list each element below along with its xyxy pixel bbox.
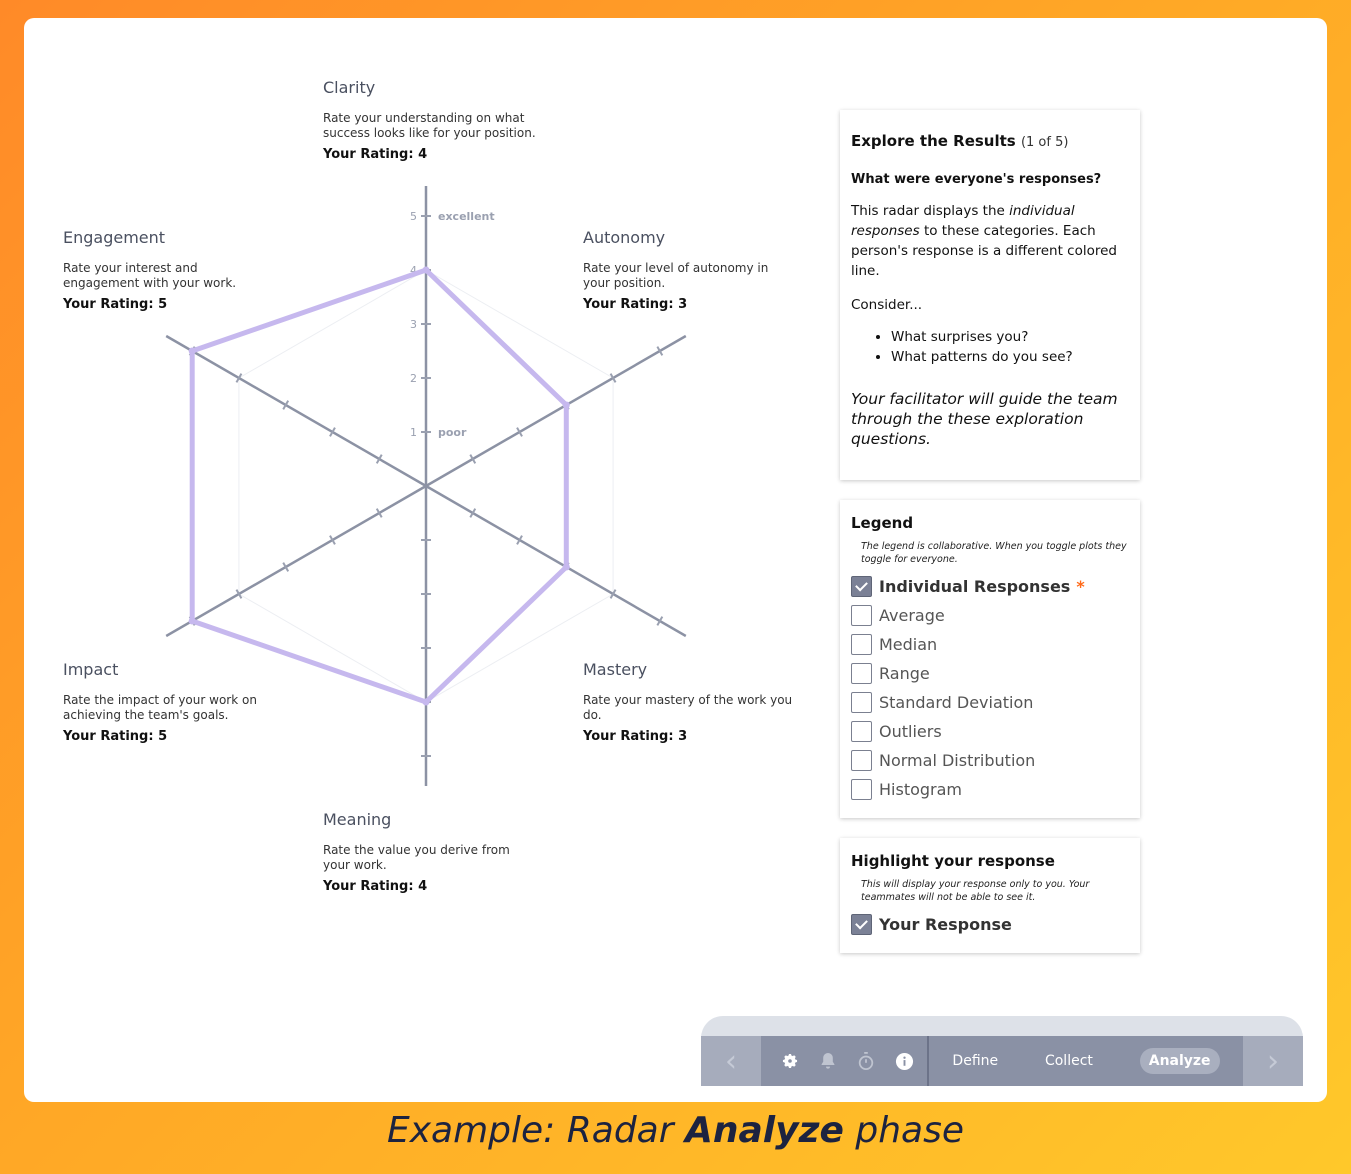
legend-note: The legend is collaborative. When you toggle plots they toggle for everyone. — [861, 541, 1127, 565]
legend-label: Standard Deviation — [879, 693, 1034, 712]
axis-rating: Your Rating: 5 — [63, 729, 168, 744]
chevron-left-icon: ‹ — [725, 1043, 737, 1079]
legend-item[interactable] — [851, 630, 1129, 659]
legend-label: Normal Distribution — [879, 751, 1036, 770]
axis-rating: Your Rating: 4 — [323, 879, 428, 894]
axis-rating: Your Rating: 4 — [323, 147, 428, 162]
legend-label: Individual Responses — [879, 577, 1071, 596]
phase-steps — [929, 1036, 1243, 1086]
axis-engagement — [63, 228, 273, 312]
legend-item[interactable] — [851, 775, 1129, 804]
your-response-toggle[interactable] — [851, 910, 1129, 939]
axis-title: Clarity — [323, 78, 376, 97]
prev-button[interactable] — [701, 1036, 761, 1086]
axis-title: Engagement — [63, 228, 166, 247]
radar-axis-line — [166, 486, 426, 636]
legend-item[interactable] — [851, 688, 1129, 717]
page-caption — [0, 1110, 1351, 1151]
chevron-right-icon: › — [1267, 1043, 1279, 1079]
legend-list — [851, 572, 1129, 804]
scale-label-poor: poor — [438, 426, 467, 439]
caption-bold: Analyze — [684, 1110, 844, 1151]
axis-rating: Your Rating: 3 — [583, 297, 688, 312]
legend-checkbox[interactable] — [851, 779, 872, 800]
explore-bullets — [851, 327, 1129, 367]
explore-text-italic: individual responses — [851, 203, 1075, 239]
legend-checkbox[interactable] — [851, 634, 872, 655]
toolbar-icons — [761, 1036, 929, 1086]
axis-description: Rate your mastery of the work you do. — [583, 693, 793, 722]
legend-checkbox[interactable] — [851, 692, 872, 713]
axis-title: Meaning — [323, 810, 392, 829]
axis-rating: Your Rating: 3 — [583, 729, 688, 744]
axis-meaning — [323, 810, 538, 894]
legend-checkbox[interactable] — [851, 605, 872, 626]
axis-rating: Your Rating: 5 — [63, 297, 168, 312]
response-point — [189, 348, 196, 355]
axis-title: Autonomy — [583, 228, 666, 247]
step-define[interactable]: Define — [952, 1053, 999, 1069]
explore-facilitator-note: Your facilitator will guide the team through the these exploration questions. — [851, 390, 1118, 448]
legend-item[interactable] — [851, 717, 1129, 746]
legend-title: Legend — [851, 514, 914, 532]
scale-tick-label: 5 — [410, 210, 417, 223]
next-button[interactable] — [1243, 1036, 1303, 1086]
axis-mastery — [583, 660, 793, 744]
highlight-note: This will display your response only to you. Your teammates will not be able to see it. — [861, 879, 1090, 903]
radar-axis-line — [426, 336, 686, 486]
response-point — [563, 564, 570, 571]
gear-icon — [781, 1052, 799, 1070]
legend-label: Range — [879, 664, 930, 683]
axis-description: Rate the value you derive from your work. — [323, 843, 510, 872]
axis-description: Rate your level of autonomy in your position. — [583, 261, 769, 290]
scale-tick-label: 2 — [410, 372, 417, 385]
settings-button[interactable] — [771, 1036, 809, 1086]
explore-text-b: to these categories. Each person's response is a different colored line. — [851, 223, 1118, 279]
step-collect[interactable]: Collect — [1044, 1053, 1093, 1069]
legend-checkbox[interactable] — [851, 750, 872, 771]
legend-checkbox[interactable] — [851, 576, 872, 597]
axis-clarity — [323, 78, 538, 162]
radar-axis-line — [426, 486, 686, 636]
info-icon — [895, 1052, 914, 1071]
step-analyze[interactable]: Analyze — [1140, 1048, 1220, 1074]
legend-label: Median — [879, 635, 938, 654]
info-button[interactable] — [885, 1036, 923, 1086]
scale-tick-label: 4 — [410, 264, 417, 277]
response-point — [189, 618, 196, 625]
explore-title-row — [851, 132, 1129, 150]
highlight-title: Highlight your response — [851, 852, 1055, 870]
list-item: • What surprises you? — [891, 327, 1129, 347]
axis-title: Mastery — [583, 660, 648, 679]
explore-panel — [840, 110, 1140, 480]
scale-label-excellent: excellent — [438, 210, 495, 223]
explore-text-a: This radar displays the — [851, 203, 1010, 219]
legend-checkbox[interactable] — [851, 721, 872, 742]
legend-panel — [840, 500, 1140, 818]
scale-tick-label: 1 — [410, 426, 417, 439]
legend-label: Average — [879, 606, 945, 625]
axis-autonomy — [583, 228, 793, 312]
legend-checkbox[interactable] — [851, 663, 872, 684]
response-point — [563, 402, 570, 409]
legend-item[interactable] — [851, 659, 1129, 688]
required-star: * — [1076, 577, 1085, 596]
caption-suffix: phase — [843, 1110, 965, 1151]
response-point — [423, 699, 430, 706]
scale-tick-label: 3 — [410, 318, 417, 331]
legend-item[interactable] — [851, 572, 1129, 601]
caption-prefix: Example: Radar — [386, 1110, 685, 1151]
checkbox-your-response[interactable] — [851, 914, 872, 935]
axis-description: Rate your understanding on what success looks like for your position. — [323, 111, 536, 140]
explore-title: Explore the Results — [851, 132, 1016, 150]
notifications-button[interactable] — [809, 1036, 847, 1086]
list-item: • What patterns do you see? — [891, 347, 1129, 367]
legend-label: Histogram — [879, 780, 962, 799]
axis-impact — [63, 660, 263, 744]
axis-description: Rate your interest and engagement with your work. — [63, 261, 237, 290]
highlight-panel — [840, 838, 1140, 953]
radar-axis-line — [166, 336, 426, 486]
your-response-label: Your Response — [879, 915, 1012, 934]
response-series-line — [192, 270, 566, 702]
explore-consider: Consider... — [851, 297, 923, 313]
legend-item[interactable] — [851, 746, 1129, 775]
axis-description: Rate the impact of your work on achieving the team's goals. — [63, 693, 257, 722]
legend-label: Outliers — [879, 722, 942, 741]
timer-button[interactable] — [847, 1036, 885, 1086]
explore-count: (1 of 5) — [1020, 135, 1069, 150]
bell-icon — [820, 1052, 836, 1070]
explore-question: What were everyone's responses? — [851, 172, 1102, 187]
response-point — [423, 267, 430, 274]
axis-title: Impact — [63, 660, 119, 679]
stopwatch-icon — [857, 1051, 875, 1071]
legend-item[interactable] — [851, 601, 1129, 630]
explore-description — [851, 201, 1129, 281]
phase-toolbar — [701, 1036, 1303, 1086]
